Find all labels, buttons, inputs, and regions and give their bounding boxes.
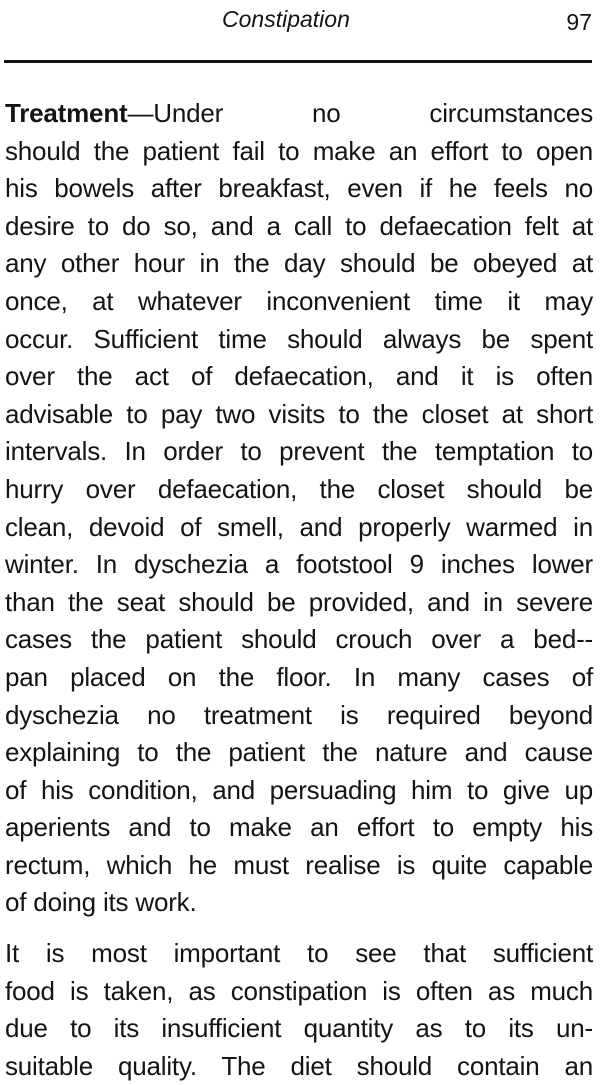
- chapter-title: Constipation: [222, 6, 350, 32]
- text-line: winter. In dyschezia a footstool 9 inches lower: [5, 549, 593, 580]
- text-line: It is most important to see that sufficient: [5, 938, 593, 969]
- text-line: pan placed on the floor. In many cases of: [5, 661, 593, 692]
- text-line: intervals. In order to prevent the temptation to: [5, 436, 593, 467]
- text-line: should the patient fail to make an effort to open: [5, 135, 593, 166]
- text-line: than the seat should be provided, and in severe: [5, 586, 593, 617]
- paragraph-gap: [5, 922, 593, 935]
- text-line: food is taken, as constipation is often as much: [5, 975, 593, 1006]
- body-text: [5, 95, 593, 1085]
- text-line: of doing its work.: [5, 887, 197, 918]
- text-line: dyschezia no treatment is required beyond: [5, 699, 593, 730]
- text-line: hurry over defaecation, the closet should be: [5, 473, 593, 504]
- text-line: occur. Sufficient time should always be spent: [5, 323, 593, 354]
- text-line: advisable to pay two visits to the closet at short: [5, 398, 593, 429]
- text-line: cases the patient should crouch over a bed--: [5, 624, 593, 655]
- paragraph-lead: Treatment: [5, 98, 128, 128]
- text-line: due to its insufficient quantity as to its un-: [5, 1013, 593, 1044]
- text-line: suitable quality. The diet should contain an: [5, 1050, 593, 1081]
- text-line: clean, devoid of smell, and properly warmed in: [5, 511, 593, 542]
- text-line: his bowels after breakfast, even if he feels no: [5, 173, 593, 204]
- text-line: aperients and to make an effort to empty his: [5, 812, 593, 843]
- text-line: over the act of defaecation, and it is often: [5, 361, 593, 392]
- text-line: rectum, which he must realise is quite capable: [5, 849, 593, 880]
- text-line: of his condition, and persuading him to give up: [5, 774, 593, 805]
- page-number: 97: [566, 9, 592, 35]
- running-head: [0, 2, 600, 38]
- text-line: any other hour in the day should be obeyed at: [5, 248, 593, 279]
- header-rule: [4, 60, 592, 63]
- text-line: desire to do so, and a call to defaecation felt at: [5, 210, 593, 241]
- text-line: [5, 95, 593, 133]
- paragraph-treatment: [5, 95, 593, 922]
- line-text: —Under no circumstances: [127, 98, 593, 128]
- paragraph-diet: [5, 935, 593, 1085]
- text-line: once, at whatever inconvenient time it may: [5, 285, 593, 316]
- text-line: explaining to the patient the nature and cause: [5, 737, 593, 768]
